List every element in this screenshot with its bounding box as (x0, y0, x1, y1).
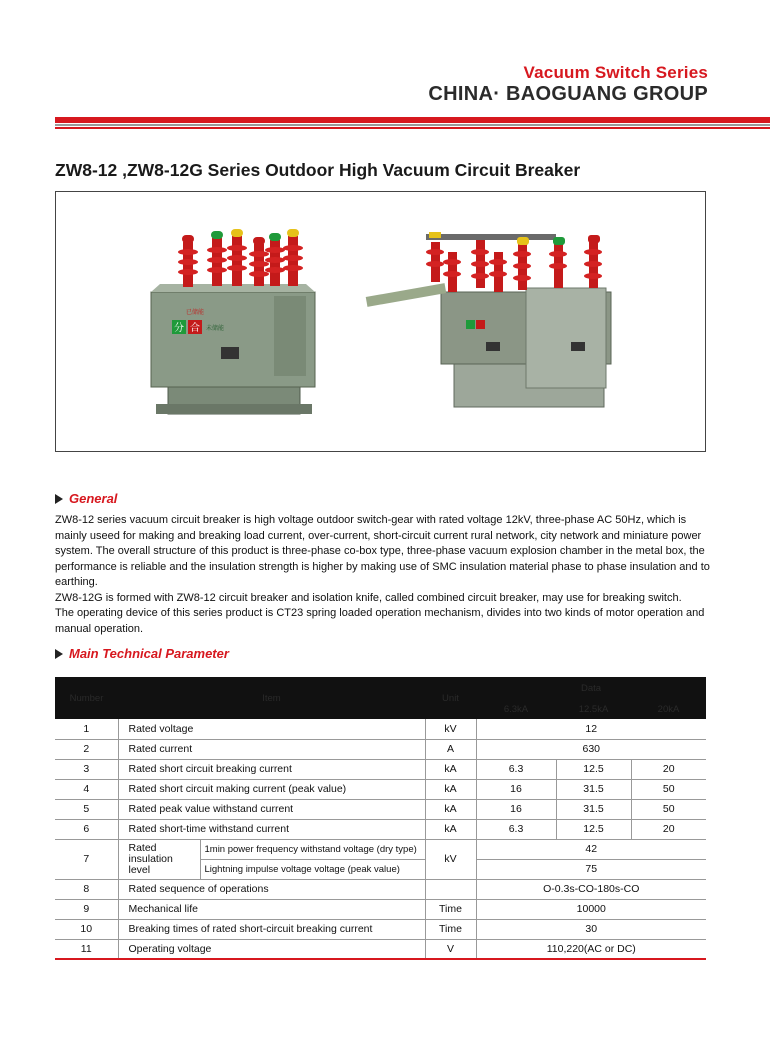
row-item: Rated peak value withstand current (118, 799, 425, 819)
table-row (55, 839, 706, 859)
general-paragraph: ZW8-12 series vacuum circuit breaker is high voltage outdoor switch-gear with rated voltage 12kV, three-phase AC 50Hz, which is mainly useed for making and breaking load current, over-current, short-circuit current rural network, city network and miniature power system. The overall structure of this product is three-phase co-box type, three-phase vacuum explosion chamber in the metal box, the performance is reliable and the insulation strength is higher by making use of SMC insulation material phase to phase insulation and to earthing. (55, 514, 710, 588)
row-value: 31.5 (556, 779, 631, 799)
header-series: Vacuum Switch Series (523, 63, 708, 82)
row-number: 6 (55, 819, 118, 839)
row-value: 75 (476, 859, 706, 879)
row-value: 20 (631, 759, 706, 779)
row-sub-item: Lightning impulse voltage voltage (peak value) (200, 859, 425, 879)
row-unit: kA (425, 759, 476, 779)
table-row (55, 899, 706, 919)
row-number: 5 (55, 799, 118, 819)
row-value: 12.5 (556, 759, 631, 779)
product-photo (55, 191, 706, 452)
row-item: Rated voltage (118, 719, 425, 739)
general-paragraph: ZW8-12G is formed with ZW8-12 circuit breaker and isolation knife, called combined circuit breaker, may use for breaking switch. (55, 591, 682, 604)
close-label: 合 (190, 323, 200, 334)
row-value: 31.5 (556, 799, 631, 819)
row-item: Rated current (118, 739, 425, 759)
triangle-bullet-icon (55, 494, 63, 504)
parameter-table (55, 677, 706, 960)
header-divider-red-thin (55, 127, 770, 129)
table-row (55, 719, 706, 739)
header-number: Number (55, 677, 118, 719)
table-header-row (55, 677, 706, 699)
general-heading-label: General (69, 491, 118, 506)
row-unit: kA (425, 779, 476, 799)
row-value: 6.3 (476, 819, 556, 839)
row-item: Rated short circuit making current (peak value) (118, 779, 425, 799)
row-number: 2 (55, 739, 118, 759)
table-row (55, 759, 706, 779)
row-unit: V (425, 939, 476, 959)
row-value: 30 (476, 919, 706, 939)
row-value: 6.3 (476, 759, 556, 779)
row-value: 110,220(AC or DC) (476, 939, 706, 959)
row-number: 8 (55, 879, 118, 899)
row-unit: Time (425, 899, 476, 919)
row-number: 11 (55, 939, 118, 959)
row-item: Mechanical life (118, 899, 425, 919)
row-unit: kA (425, 799, 476, 819)
row-value: O-0.3s-CO-180s-CO (476, 879, 706, 899)
header-unit: Unit (425, 677, 476, 719)
row-number: 10 (55, 919, 118, 939)
row-value: 12.5 (556, 819, 631, 839)
table-row (55, 919, 706, 939)
table-row (55, 939, 706, 959)
header-divider-grey (55, 124, 770, 126)
table-row (55, 799, 706, 819)
row-value: 20 (631, 819, 706, 839)
row-value: 42 (476, 839, 706, 859)
row-number: 9 (55, 899, 118, 919)
row-item: Rated short-time withstand current (118, 819, 425, 839)
table-row (55, 879, 706, 899)
general-heading (55, 491, 117, 506)
table-row (55, 819, 706, 839)
open-label: 分 (174, 323, 184, 334)
row-value: 16 (476, 799, 556, 819)
row-number: 4 (55, 779, 118, 799)
header-sub-20: 20kA (631, 699, 706, 719)
row-number: 7 (55, 839, 118, 879)
row-sub-item: 1min power frequency withstand voltage (dry type) (200, 839, 425, 859)
row-item: Breaking times of rated short-circuit breaking current (118, 919, 425, 939)
row-number: 3 (55, 759, 118, 779)
row-value: 50 (631, 779, 706, 799)
row-value: 10000 (476, 899, 706, 919)
header-sub-12.5: 12.5kA (556, 699, 631, 719)
row-unit: kV (425, 719, 476, 739)
breaker-right (366, 232, 611, 407)
row-item: Operating voltage (118, 939, 425, 959)
row-number: 1 (55, 719, 118, 739)
row-value: 50 (631, 799, 706, 819)
row-unit: Time (425, 919, 476, 939)
row-unit: kA (425, 819, 476, 839)
params-heading-label: Main Technical Parameter (69, 646, 229, 661)
general-paragraph: The operating device of this series product is CT23 spring loaded operation mechanism, divides into two kinds of motor operation and manual operation. (55, 607, 705, 635)
page-title: ZW8-12 ,ZW8-12G Series Outdoor High Vacuum Circuit Breaker (55, 160, 581, 180)
params-heading (55, 646, 229, 661)
row-unit: A (425, 739, 476, 759)
row-item: Rated short circuit breaking current (118, 759, 425, 779)
header-group: CHINA· BAOGUANG GROUP (428, 83, 708, 105)
stored-label: 已储能 (186, 309, 205, 316)
row-unit (425, 879, 476, 899)
not-stored-label: 未储能 (206, 325, 225, 332)
general-text (55, 513, 710, 637)
row-value: 12 (476, 719, 706, 739)
row-unit: kV (425, 839, 476, 879)
row-value: 16 (476, 779, 556, 799)
row-value: 630 (476, 739, 706, 759)
breaker-left (151, 229, 315, 414)
row-item-group: Rated insulation level (118, 839, 200, 879)
row-item: Rated sequence of operations (118, 879, 425, 899)
header-sub-6.3: 6.3kA (476, 699, 556, 719)
table-row (55, 779, 706, 799)
triangle-bullet-icon (55, 649, 63, 659)
header-data: Data (476, 677, 706, 699)
header-divider-red (55, 117, 770, 123)
circuit-breaker-illustration (56, 192, 705, 451)
table-row (55, 739, 706, 759)
header-item: Item (118, 677, 425, 719)
